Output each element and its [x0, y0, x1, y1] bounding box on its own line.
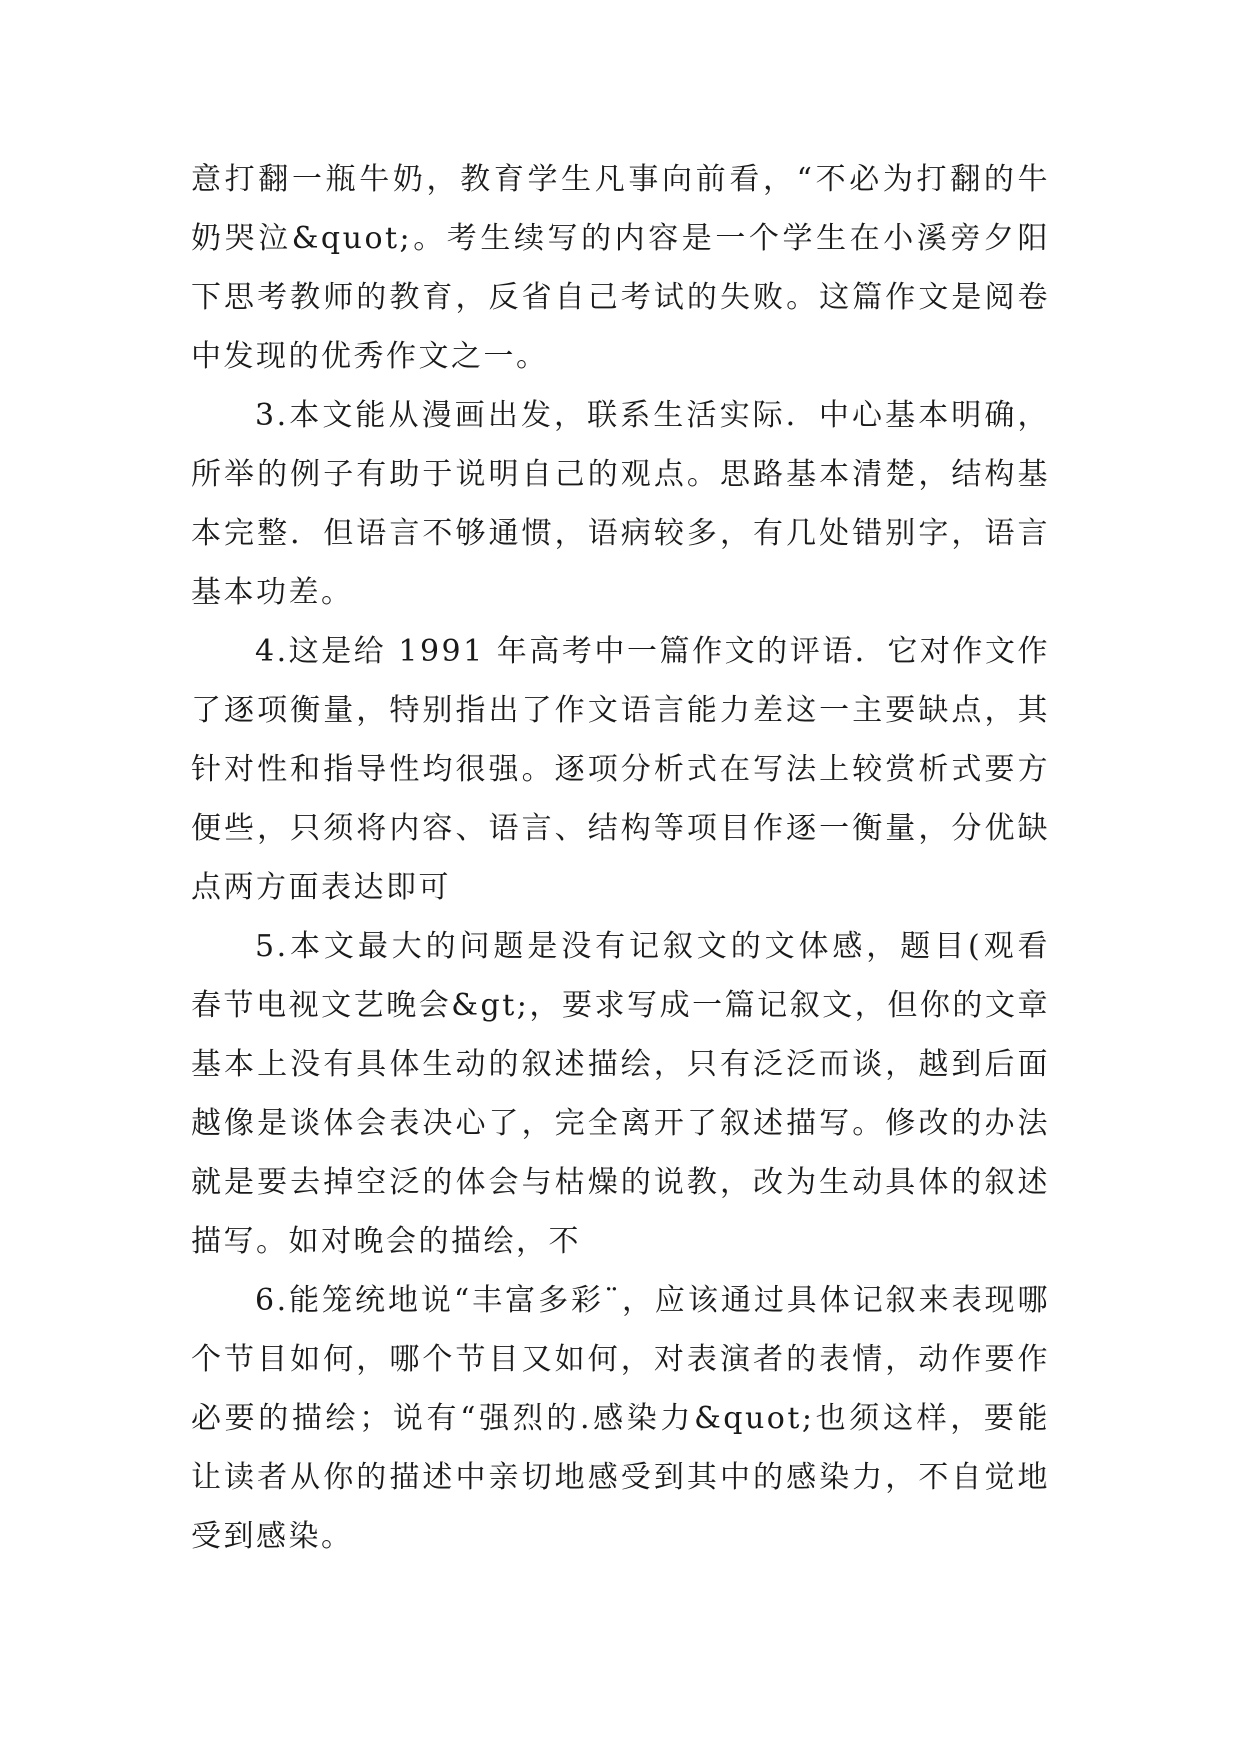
paragraph-item-5: 5.本文最大的问题是没有记叙文的文体感，题目(观看春节电视文艺晚会&gt;，要求写成一篇记叙文，但你的文章基本上没有具体生动的叙述描绘，只有泛泛而谈，越到后面越像是谈体会表决心了，完全离开了叙述描写。修改的办法就是要去掉空泛的体会与枯燥的说教，改为生动具体的叙述描写。如对晚会的描绘，不 [191, 929, 1050, 1259]
paragraph-item-4: 4.这是给 1991 年高考中一篇作文的评语．它对作文作了逐项衡量，特别指出了作文语言能力差这一主要缺点，其针对性和指导性均很强。逐项分析式在写法上较赏析式要方便些，只须将内容、语言、结构等项目作逐一衡量，分优缺点两方面表达即可 [191, 634, 1050, 905]
paragraph-item-6: 6.能笼统地说“丰富多彩¨，应该通过具体记叙来表现哪个节目如何，哪个节目又如何，对表演者的表情，动作要作必要的描绘；说有“强烈的.感染力&quot;也须这样，要能让读者从你的描述中亲切地感受到其中的感染力，不自觉地受到感染。 [191, 1283, 1050, 1554]
paragraph-item-3: 3.本文能从漫画出发，联系生活实际．中心基本明确，所举的例子有助于说明自己的观点。思路基本清楚，结构基本完整．但语言不够通惯，语病较多，有几处错别字，语言基本功差。 [191, 398, 1050, 610]
paragraph-continuation: 意打翻一瓶牛奶，教育学生凡事向前看，“不必为打翻的牛奶哭泣&quot;。考生续写的内容是一个学生在小溪旁夕阳下思考教师的教育，反省自己考试的失败。这篇作文是阅卷中发现的优秀作文之一。 [191, 162, 1050, 374]
